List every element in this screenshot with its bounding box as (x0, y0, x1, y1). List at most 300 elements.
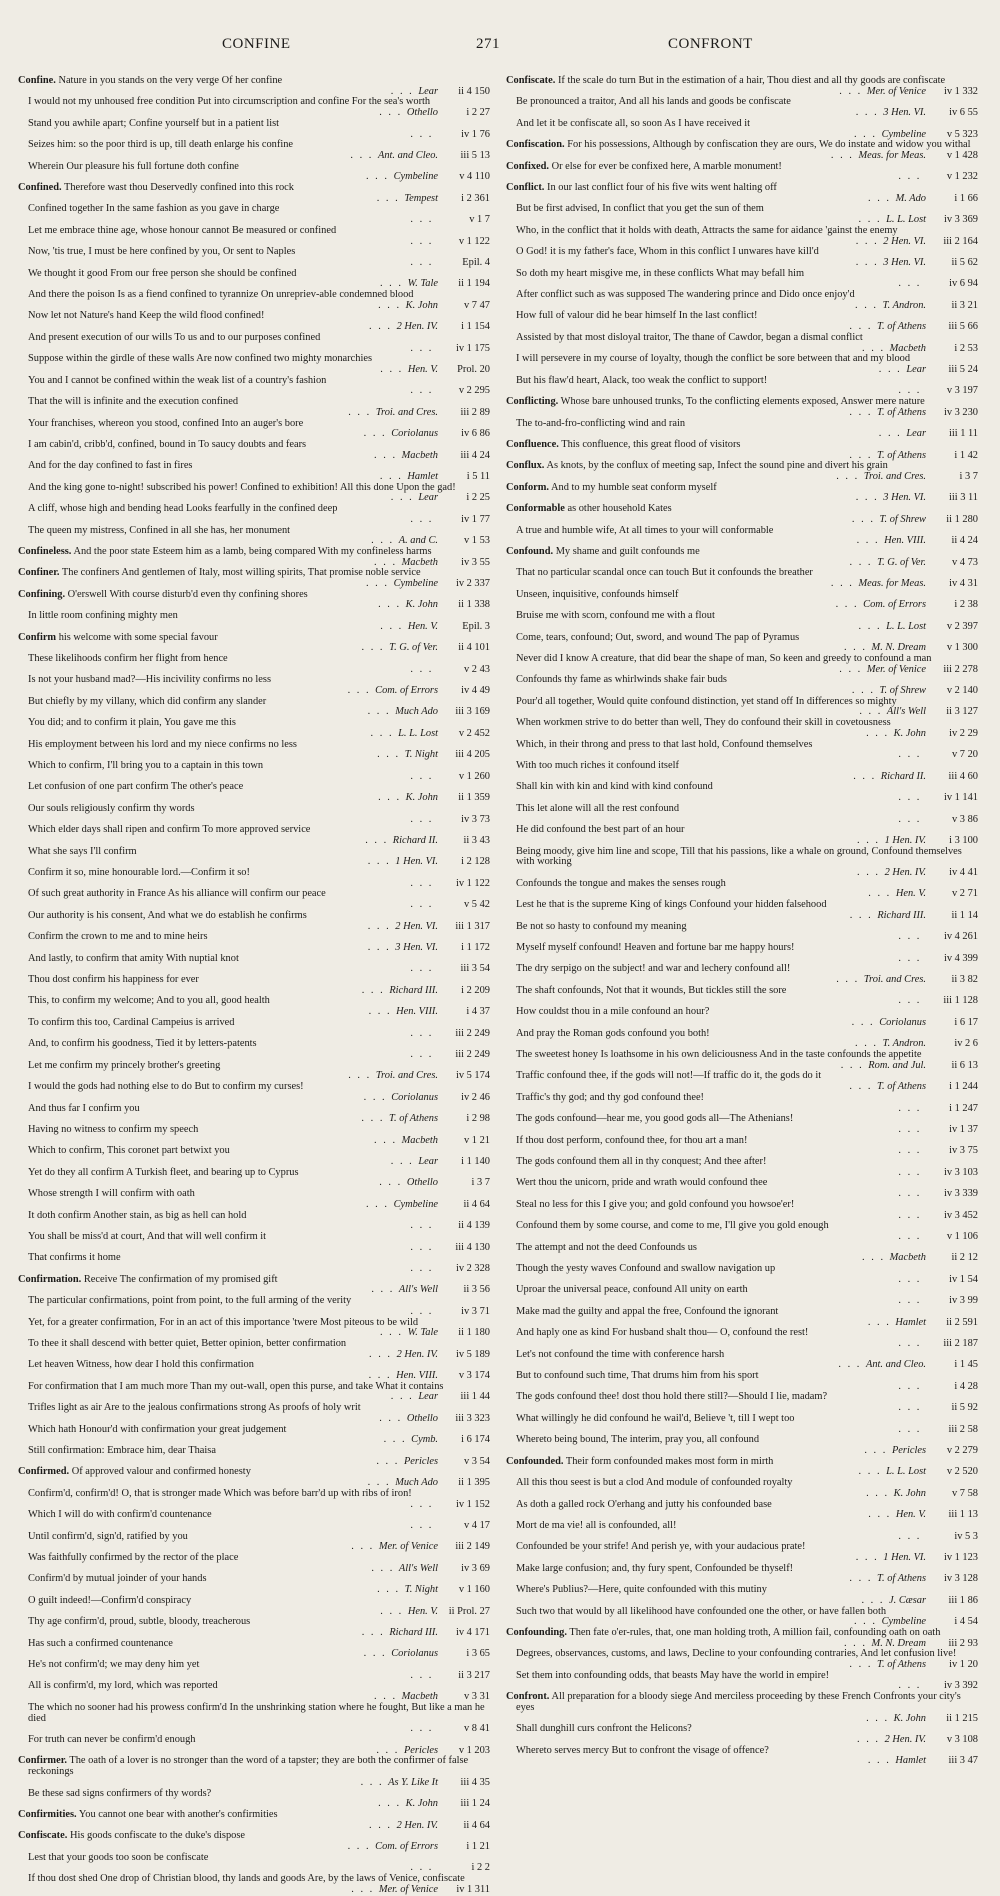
concordance-entry (18, 440, 490, 461)
citation-reference: . . . iv 1 175 (410, 342, 490, 354)
concordance-entry (18, 1425, 490, 1446)
concordance-entry (18, 718, 490, 739)
quotation-text: The attempt and not the deed Confounds us (516, 1241, 697, 1253)
quotation-text: A true and humble wife, At all times to your will conformable (516, 524, 774, 536)
act-scene-line: iii 2 249 (455, 1048, 490, 1060)
act-scene-line: iv 3 75 (949, 1145, 978, 1157)
act-scene-line: iv 3 230 (943, 406, 978, 418)
act-scene-line: ii 2 12 (951, 1252, 978, 1264)
play-title: Cymbeline (393, 578, 438, 590)
quotation-text: Therefore wast thou Deservedly confined into this rock (64, 182, 294, 194)
citation-reference: . . . K. John ii 1 359 (378, 792, 490, 804)
citation-reference: . . . Troi. and Cres. i 3 7 (836, 471, 978, 483)
quotation-text: Which to confirm, I'll bring you to a captain in this town (28, 760, 264, 771)
concordance-entry (506, 76, 978, 97)
citation-reference: . . . All's Well ii 3 56 (371, 1284, 490, 1296)
play-title: Cymbeline (881, 128, 926, 140)
concordance-entry (506, 226, 978, 247)
headword: Confixed. (506, 160, 550, 172)
play-title: Hamlet (895, 1755, 926, 1767)
act-scene-line: iii 3 11 (948, 492, 978, 504)
act-scene-line: v 4 73 (952, 556, 978, 568)
concordance-entry (506, 1221, 978, 1242)
concordance-entry (506, 354, 978, 375)
play-title: A. and C. (398, 535, 438, 547)
quotation-text: All is confirm'd, my lord, which was reported (28, 1680, 218, 1692)
act-scene-line: iv 2 46 (461, 1091, 490, 1103)
headword: Confound. (506, 545, 554, 557)
play-title: Hen. V. (895, 1509, 926, 1521)
act-scene-line: i 4 54 (954, 1616, 978, 1628)
act-scene-line: iv 3 392 (943, 1680, 978, 1692)
citation-reference: . . . v 1 232 (898, 171, 978, 183)
citation-reference: . . . Epil. 4 (410, 256, 490, 268)
quotation-text: With too much riches it confound itself (516, 760, 679, 771)
concordance-entry (506, 1500, 978, 1521)
act-scene-line: v 8 41 (464, 1723, 490, 1735)
act-scene-line: i 2 53 (954, 342, 978, 354)
quotation-text: Confounded be your strife! And perish ye, with your audacious prate! (516, 1541, 806, 1553)
citation-reference: . . . v 8 41 (410, 1723, 490, 1735)
act-scene-line: iii 1 11 (948, 428, 978, 440)
quotation-text: Has such a confirmed countenance (28, 1637, 173, 1649)
citation-reference: . . . iii 1 128 (898, 995, 978, 1007)
citation-reference: . . . J. Cæsar iii 1 86 (861, 1594, 978, 1606)
act-scene-line: iii 2 58 (948, 1423, 978, 1435)
play-title: Pericles (403, 1455, 438, 1467)
citation-reference: . . . iv 3 103 (898, 1166, 978, 1178)
citation-reference: . . . Hen. V. ii Prol. 27 (380, 1605, 490, 1617)
citation-reference: . . . iv 6 94 (898, 278, 978, 290)
quotation-text: Who, in the conflict that it holds with death, Attracts the same for aidance 'gainst the enemy (516, 224, 898, 236)
play-title: T. of Athens (877, 321, 926, 333)
citation-reference: . . . ii 5 92 (898, 1402, 978, 1414)
act-scene-line: iv 6 94 (949, 278, 978, 290)
citation-reference: . . . iv 1 76 (410, 128, 490, 140)
citation-reference: . . . iv 3 99 (898, 1295, 978, 1307)
headword: Conflict. (506, 182, 545, 194)
play-title: Richard III. (389, 984, 438, 996)
citation-reference: . . . iv 4 261 (898, 931, 978, 943)
quotation-text: Receive The confirmation of my promised gift (83, 1273, 278, 1285)
quotation-text: What she says I'll confirm (28, 845, 137, 857)
headword: Conflux. (506, 460, 545, 472)
headword: Confirmities. (18, 1808, 77, 1820)
act-scene-line: v 1 260 (458, 770, 490, 782)
quotation-text: The dry serpigo on the subject! and war and lechery confound all! (516, 963, 791, 975)
quotation-text: What willingly he did confound he wail'd, Believe 't, till I wept too (516, 1412, 795, 1424)
play-title: Ant. and Cleo. (865, 1359, 926, 1371)
concordance-entry (506, 1564, 978, 1585)
concordance-entry (506, 97, 978, 118)
citation-reference: . . . Tempest i 2 361 (376, 192, 490, 204)
concordance-entry (18, 1703, 490, 1735)
act-scene-line: iv 1 76 (461, 128, 490, 140)
quotation-text: As knots, by the conflux of meeting sap, Infect the sound pine and divert his grain (546, 460, 888, 472)
play-title: Coriolanus (391, 428, 438, 440)
play-title: K. John (405, 1798, 438, 1810)
citation-reference: . . . Coriolanus i 3 65 (363, 1648, 490, 1660)
citation-reference: . . . 1 Hen. IV. i 3 100 (857, 834, 978, 846)
citation-reference: . . . K. John ii 1 215 (866, 1712, 978, 1724)
quotation-text: Our authority is his consent, And what we do establish he confirms (28, 909, 307, 921)
concordance-entry (18, 1489, 490, 1510)
headword: Confined. (18, 182, 62, 194)
quotation-text: Their form confounded makes most form in mirth (565, 1455, 774, 1467)
concordance-entry (18, 1104, 490, 1125)
headword: Confluence. (506, 438, 559, 450)
act-scene-line: ii 1 194 (458, 278, 490, 290)
play-title: 2 Hen. IV. (884, 867, 926, 879)
play-title: Othello (406, 107, 438, 119)
citation-reference: . . . Othello iii 3 323 (379, 1412, 490, 1424)
act-scene-line: v 2 279 (946, 1445, 978, 1456)
play-title: T. Night (404, 1584, 438, 1596)
citation-reference: . . . T. of Athens iii 5 66 (849, 321, 978, 333)
act-scene-line: ii 1 180 (458, 1327, 490, 1339)
play-title: Troi. and Cres. (375, 406, 438, 418)
concordance-entry (506, 1628, 978, 1649)
act-scene-line: iv 4 399 (943, 952, 978, 964)
act-scene-line: iii 2 89 (460, 406, 490, 418)
concordance-entry (506, 504, 978, 525)
citation-reference: . . . Ant. and Cleo. iii 5 13 (350, 149, 490, 161)
citation-reference: . . . Pericles v 3 54 (376, 1455, 490, 1467)
quotation-text: And thus far I confirm you (28, 1102, 140, 1114)
act-scene-line: iv 3 71 (461, 1305, 490, 1317)
concordance-entry (506, 419, 978, 440)
play-title: 2 Hen. IV. (396, 1819, 438, 1831)
quotation-text: Until confirm'd, sign'd, ratified by you (28, 1530, 188, 1542)
quotation-text: You shall be miss'd at court, And that will well confirm it (28, 1230, 267, 1242)
concordance-entry (18, 1253, 490, 1274)
concordance-entry (506, 761, 978, 782)
act-scene-line: i 3 100 (949, 834, 978, 846)
act-scene-line: i 2 98 (466, 1113, 490, 1125)
citation-reference: . . . v 4 17 (410, 1519, 490, 1531)
citation-reference: . . . iv 4 399 (898, 952, 978, 964)
quotation-text: Confirm'd, confirm'd! O, that is stronger made Which was before barr'd up with ribs of iron! (28, 1487, 412, 1499)
quotation-text: Which to confirm, This coronet part betwixt you (28, 1145, 230, 1157)
quotation-text: Of such great authority in France As his alliance will confirm our peace (28, 888, 326, 900)
act-scene-line: ii 4 64 (463, 1819, 490, 1831)
concordance-entry (18, 1596, 490, 1617)
concordance-entry (18, 1168, 490, 1189)
concordance-entry (18, 996, 490, 1017)
citation-reference: . . . v 2 43 (410, 663, 490, 675)
citation-reference: . . . Richard II. iii 4 60 (853, 770, 978, 782)
act-scene-line: iii 1 128 (943, 995, 978, 1007)
concordance-entry (18, 954, 490, 975)
act-scene-line: iii 1 317 (455, 920, 490, 932)
act-scene-line: i 1 154 (461, 321, 490, 333)
citation-reference: . . . iii 2 249 (410, 1048, 490, 1060)
concordance-entry (506, 1724, 978, 1745)
act-scene-line: ii 1 14 (951, 909, 978, 921)
citation-reference: . . . Hen. V. Epil. 3 (380, 620, 490, 632)
quotation-text: Mort de ma vie! all is confounded, all! (516, 1519, 677, 1531)
right-running-head: CONFRONT (668, 36, 753, 52)
quotation-text: And let it be confiscate all, so soon As I have received it (516, 117, 751, 129)
act-scene-line: iv 6 86 (461, 428, 490, 440)
act-scene-line: i 1 42 (954, 449, 978, 461)
concordance-entry (18, 1039, 490, 1060)
concordance-entry (18, 483, 490, 504)
citation-reference: . . . Troi. and Cres. iii 2 89 (348, 406, 490, 418)
play-title: Hen. V. (407, 1605, 438, 1617)
quotation-text: How couldst thou in a mile confound an hour? (516, 1006, 710, 1018)
citation-reference: . . . iv 5 3 (898, 1530, 978, 1542)
concordance-entry (506, 922, 978, 943)
play-title: Hamlet (895, 1316, 926, 1328)
concordance-entry (506, 119, 978, 140)
citation-reference: . . . Richard III. ii 1 14 (849, 909, 978, 921)
right-column (506, 75, 978, 1767)
act-scene-line: i 2 2 (471, 1862, 490, 1874)
quotation-text: Be not so hasty to confound my meaning (516, 920, 687, 932)
play-title: L. L. Lost (886, 620, 926, 632)
quotation-text: For his possessions, Although by confiscation they are ours, We do instate and widow you withal (567, 139, 971, 151)
citation-reference: . . . L. L. Lost v 2 452 (370, 727, 490, 739)
citation-reference: . . . iii 3 54 (410, 963, 490, 975)
play-title: Coriolanus (391, 1091, 438, 1103)
act-scene-line: iv 3 339 (943, 1188, 978, 1200)
quotation-text: Let confusion of one part confirm The other's peace (28, 781, 244, 793)
concordance-entry (18, 1211, 490, 1232)
act-scene-line: i 6 174 (461, 1434, 490, 1446)
act-scene-line: ii 3 127 (946, 706, 978, 718)
act-scene-line: iii 2 93 (948, 1637, 978, 1649)
concordance-entry (18, 761, 490, 782)
quotation-text: as other household Kates (567, 503, 672, 515)
concordance-entry (506, 1435, 978, 1456)
act-scene-line: iv 3 369 (943, 214, 978, 226)
citation-reference: . . . T. of Athens i 2 98 (361, 1113, 490, 1125)
act-scene-line: v 3 174 (458, 1370, 490, 1382)
play-title: Hamlet (407, 471, 438, 483)
quotation-text: Let me embrace thine age, whose honour cannot Be measured or confined (28, 224, 337, 236)
concordance-entry (18, 140, 490, 161)
concordance-entry (18, 204, 490, 225)
act-scene-line: ii 4 24 (951, 535, 978, 547)
quotation-text: Lest he that is the supreme King of kings Confound your hidden falsehood (516, 899, 827, 911)
quotation-text: My shame and guilt confounds me (555, 545, 700, 557)
concordance-entry (18, 1146, 490, 1167)
play-title: Much Ado (395, 706, 438, 718)
act-scene-line: i 2 25 (466, 492, 490, 504)
citation-reference: . . . Meas. for Meas. iv 4 31 (830, 578, 978, 590)
citation-reference: . . . Rom. and Jul. ii 6 13 (840, 1059, 978, 1071)
citation-reference: . . . Hamlet ii 2 591 (867, 1316, 978, 1328)
play-title: Macbeth (401, 449, 438, 461)
quotation-text: His goods confiscate to the duke's dispose (69, 1830, 245, 1842)
concordance-entry (506, 247, 978, 268)
citation-reference: . . . iv 3 392 (898, 1680, 978, 1692)
act-scene-line: iii 2 249 (455, 1027, 490, 1039)
quotation-text: Confound them by some course, and come to me, I'll give you gold enough (516, 1220, 829, 1232)
act-scene-line: v 1 7 (469, 214, 490, 226)
concordance-entry (18, 419, 490, 440)
concordance-entry (506, 1243, 978, 1264)
citation-reference: . . . iv 3 73 (410, 813, 490, 825)
act-scene-line: v 3 31 (464, 1691, 490, 1703)
citation-reference: . . . 3 Hen. VI. iv 6 55 (855, 107, 978, 119)
quotation-text: And, to confirm his goodness, Tied it by letters-patents (28, 1038, 257, 1050)
quotation-text: Make large confusion; and, thy fury spent, Confounded be thyself! (516, 1562, 794, 1574)
act-scene-line: i 2 209 (461, 984, 490, 996)
concordance-entry (18, 1382, 490, 1403)
play-title: Othello (406, 1177, 438, 1189)
quotation-text: All this thou seest is but a clod And module of confounded royalty (516, 1477, 793, 1489)
concordance-entry (18, 504, 490, 525)
concordance-entry (506, 1585, 978, 1606)
act-scene-line: i 3 65 (466, 1648, 490, 1660)
concordance-entry (18, 568, 490, 589)
concordance-entry (18, 119, 490, 140)
act-scene-line: v 3 108 (946, 1733, 978, 1745)
concordance-entry (18, 290, 490, 311)
citation-reference: . . . 3 Hen. VI. iii 3 11 (855, 492, 978, 504)
act-scene-line: iv 1 311 (456, 1883, 490, 1895)
concordance-entry (18, 1275, 490, 1296)
concordance-entry (506, 1692, 978, 1724)
play-title: W. Tale (407, 1327, 438, 1339)
citation-reference: . . . iv 1 77 (410, 513, 490, 525)
quotation-text: The gods confound—hear me, you good gods all—The Athenians! (516, 1113, 794, 1125)
headword: Confounding. (506, 1626, 567, 1638)
headword: Conformable (506, 503, 565, 515)
act-scene-line: iv 1 141 (943, 792, 978, 804)
citation-reference: . . . iv 1 141 (898, 792, 978, 804)
act-scene-line: ii 3 56 (463, 1284, 490, 1296)
citation-reference: . . . 2 Hen. VI. iii 2 164 (855, 235, 978, 247)
act-scene-line: v 3 54 (464, 1455, 490, 1467)
act-scene-line: iv 5 174 (455, 1070, 490, 1082)
concordance-entry (18, 1789, 490, 1810)
concordance-entry (18, 1318, 490, 1339)
act-scene-line: iii 4 24 (460, 449, 490, 461)
quotation-text: And the king gone to-night! subscribed his power! Confined to exhibition! All this done Upon the gad! (28, 481, 456, 493)
concordance-entry (506, 440, 978, 461)
act-scene-line: iii 2 187 (943, 1337, 978, 1349)
citation-reference: . . . Macbeth i 2 53 (862, 342, 978, 354)
concordance-entry (506, 269, 978, 290)
concordance-entry (18, 526, 490, 547)
play-title: K. John (893, 1487, 926, 1499)
concordance-entry (506, 1350, 978, 1371)
act-scene-line: Prol. 20 (457, 363, 490, 375)
citation-reference: . . . v 3 197 (898, 385, 978, 397)
act-scene-line: iv 1 332 (943, 85, 978, 97)
quotation-text: Being moody, give him line and scope, Till that his passions, like a whale on ground, Confound themselves with working (516, 845, 962, 868)
citation-reference: . . . Cymbeline i 4 54 (853, 1616, 978, 1628)
play-title: Pericles (403, 1744, 438, 1756)
quotation-text: Yet do they all confirm A Turkish fleet, and bearing up to Cyprus (28, 1166, 299, 1178)
citation-reference: . . . Lear ii 4 150 (390, 85, 490, 97)
act-scene-line: iv 1 20 (949, 1659, 978, 1671)
quotation-text: He did confound the best part of an hour (516, 824, 685, 836)
quotation-text: The queen my mistress, Confined in all she has, her monument (28, 524, 291, 536)
concordance-entry (18, 1681, 490, 1702)
citation-reference: . . . Othello i 2 27 (379, 107, 490, 119)
concordance-entry (506, 900, 978, 921)
concordance-entry (506, 1007, 978, 1028)
act-scene-line: v 2 295 (458, 385, 490, 397)
play-title: Richard III. (877, 909, 926, 921)
citation-reference: . . . iv 1 152 (410, 1498, 490, 1510)
quotation-text: Where's Publius?—Here, quite confounded with this mutiny (516, 1584, 767, 1596)
play-title: All's Well (398, 1562, 438, 1574)
citation-reference: . . . Cymb. i 6 174 (383, 1434, 490, 1446)
play-title: Cymbeline (393, 171, 438, 183)
left-column (18, 75, 490, 1895)
concordance-entry (18, 868, 490, 889)
quotation-text: Confirm it so, mine honourable lord.—Confirm it so! (28, 867, 250, 879)
citation-reference: . . . ii 3 217 (410, 1669, 490, 1681)
play-title: 3 Hen. VI. (395, 941, 438, 953)
quotation-text: If the scale do turn But in the estimation of a hair, Thou diest and all thy goods are confiscate (557, 75, 946, 86)
citation-reference: . . . Hen. V. iii 1 13 (868, 1509, 978, 1521)
concordance-entry (506, 1542, 978, 1563)
citation-reference: . . . M. N. Dream iii 2 93 (843, 1637, 978, 1649)
act-scene-line: iv 2 328 (455, 1263, 490, 1275)
concordance-entry (506, 964, 978, 985)
citation-reference: . . . T. of Athens i 1 244 (849, 1081, 978, 1093)
act-scene-line: iii 3 54 (460, 963, 490, 975)
play-title: 2 Hen. IV. (396, 321, 438, 333)
act-scene-line: i 4 28 (954, 1380, 978, 1392)
citation-reference: . . . T. of Athens iv 3 230 (849, 406, 978, 418)
quotation-text: His employment between his lord and my niece confirms no less (28, 738, 297, 750)
act-scene-line: v 7 58 (952, 1487, 978, 1499)
concordance-entry (18, 1810, 490, 1831)
concordance-entry (18, 226, 490, 247)
quotation-text: Traffic confound thee, if the gods will not!—If traffic do it, the gods do it (516, 1070, 822, 1082)
act-scene-line: v 1 428 (946, 149, 978, 161)
citation-reference: . . . 1 Hen. VI. iv 1 123 (855, 1552, 978, 1564)
citation-reference: . . . Com. of Errors iv 4 49 (347, 685, 490, 697)
concordance-entry (18, 1018, 490, 1039)
citation-reference: . . . Hen. VIII. v 3 174 (368, 1370, 490, 1382)
citation-reference: . . . Hen. VIII. i 4 37 (368, 1006, 490, 1018)
play-title: Com. of Errors (863, 599, 926, 611)
play-title: Mer. of Venice (378, 1883, 438, 1895)
citation-reference: . . . Meas. for Meas. v 1 428 (830, 149, 978, 161)
play-title: K. John (405, 299, 438, 311)
citation-reference: . . . K. John iii 1 24 (378, 1798, 490, 1810)
quotation-text: And haply one as kind For husband shalt thou— O, confound the rest! (516, 1327, 809, 1339)
concordance-entry (506, 568, 978, 589)
play-title: Hen. V. (407, 620, 438, 632)
citation-reference: . . . i 4 28 (898, 1380, 978, 1392)
quotation-text: Be these sad signs confirmers of thy words? (28, 1787, 212, 1799)
quotation-text: Unseen, inquisitive, confounds himself (516, 588, 679, 600)
concordance-entry (18, 697, 490, 718)
headword: Confineless. (18, 545, 72, 557)
play-title: M. N. Dream (871, 642, 926, 654)
play-title: 2 Hen. VI. (883, 235, 926, 247)
quotation-text: Bruise me with scorn, confound me with a flout (516, 610, 715, 622)
play-title: Macbeth (401, 1691, 438, 1703)
citation-reference: . . . Coriolanus iv 6 86 (363, 428, 490, 440)
headword: Confiscation. (506, 139, 565, 151)
quotation-text: Assisted by that most disloyal traitor, The thane of Cawdor, began a dismal conflict (516, 331, 863, 343)
concordance-entry (506, 879, 978, 900)
quotation-text: Make mad the guilty and appal the free, Confound the ignorant (516, 1305, 779, 1317)
act-scene-line: ii 5 62 (951, 256, 978, 268)
citation-reference: . . . Much Ado iii 3 169 (367, 706, 490, 718)
play-title: 2 Hen. VI. (395, 920, 438, 932)
